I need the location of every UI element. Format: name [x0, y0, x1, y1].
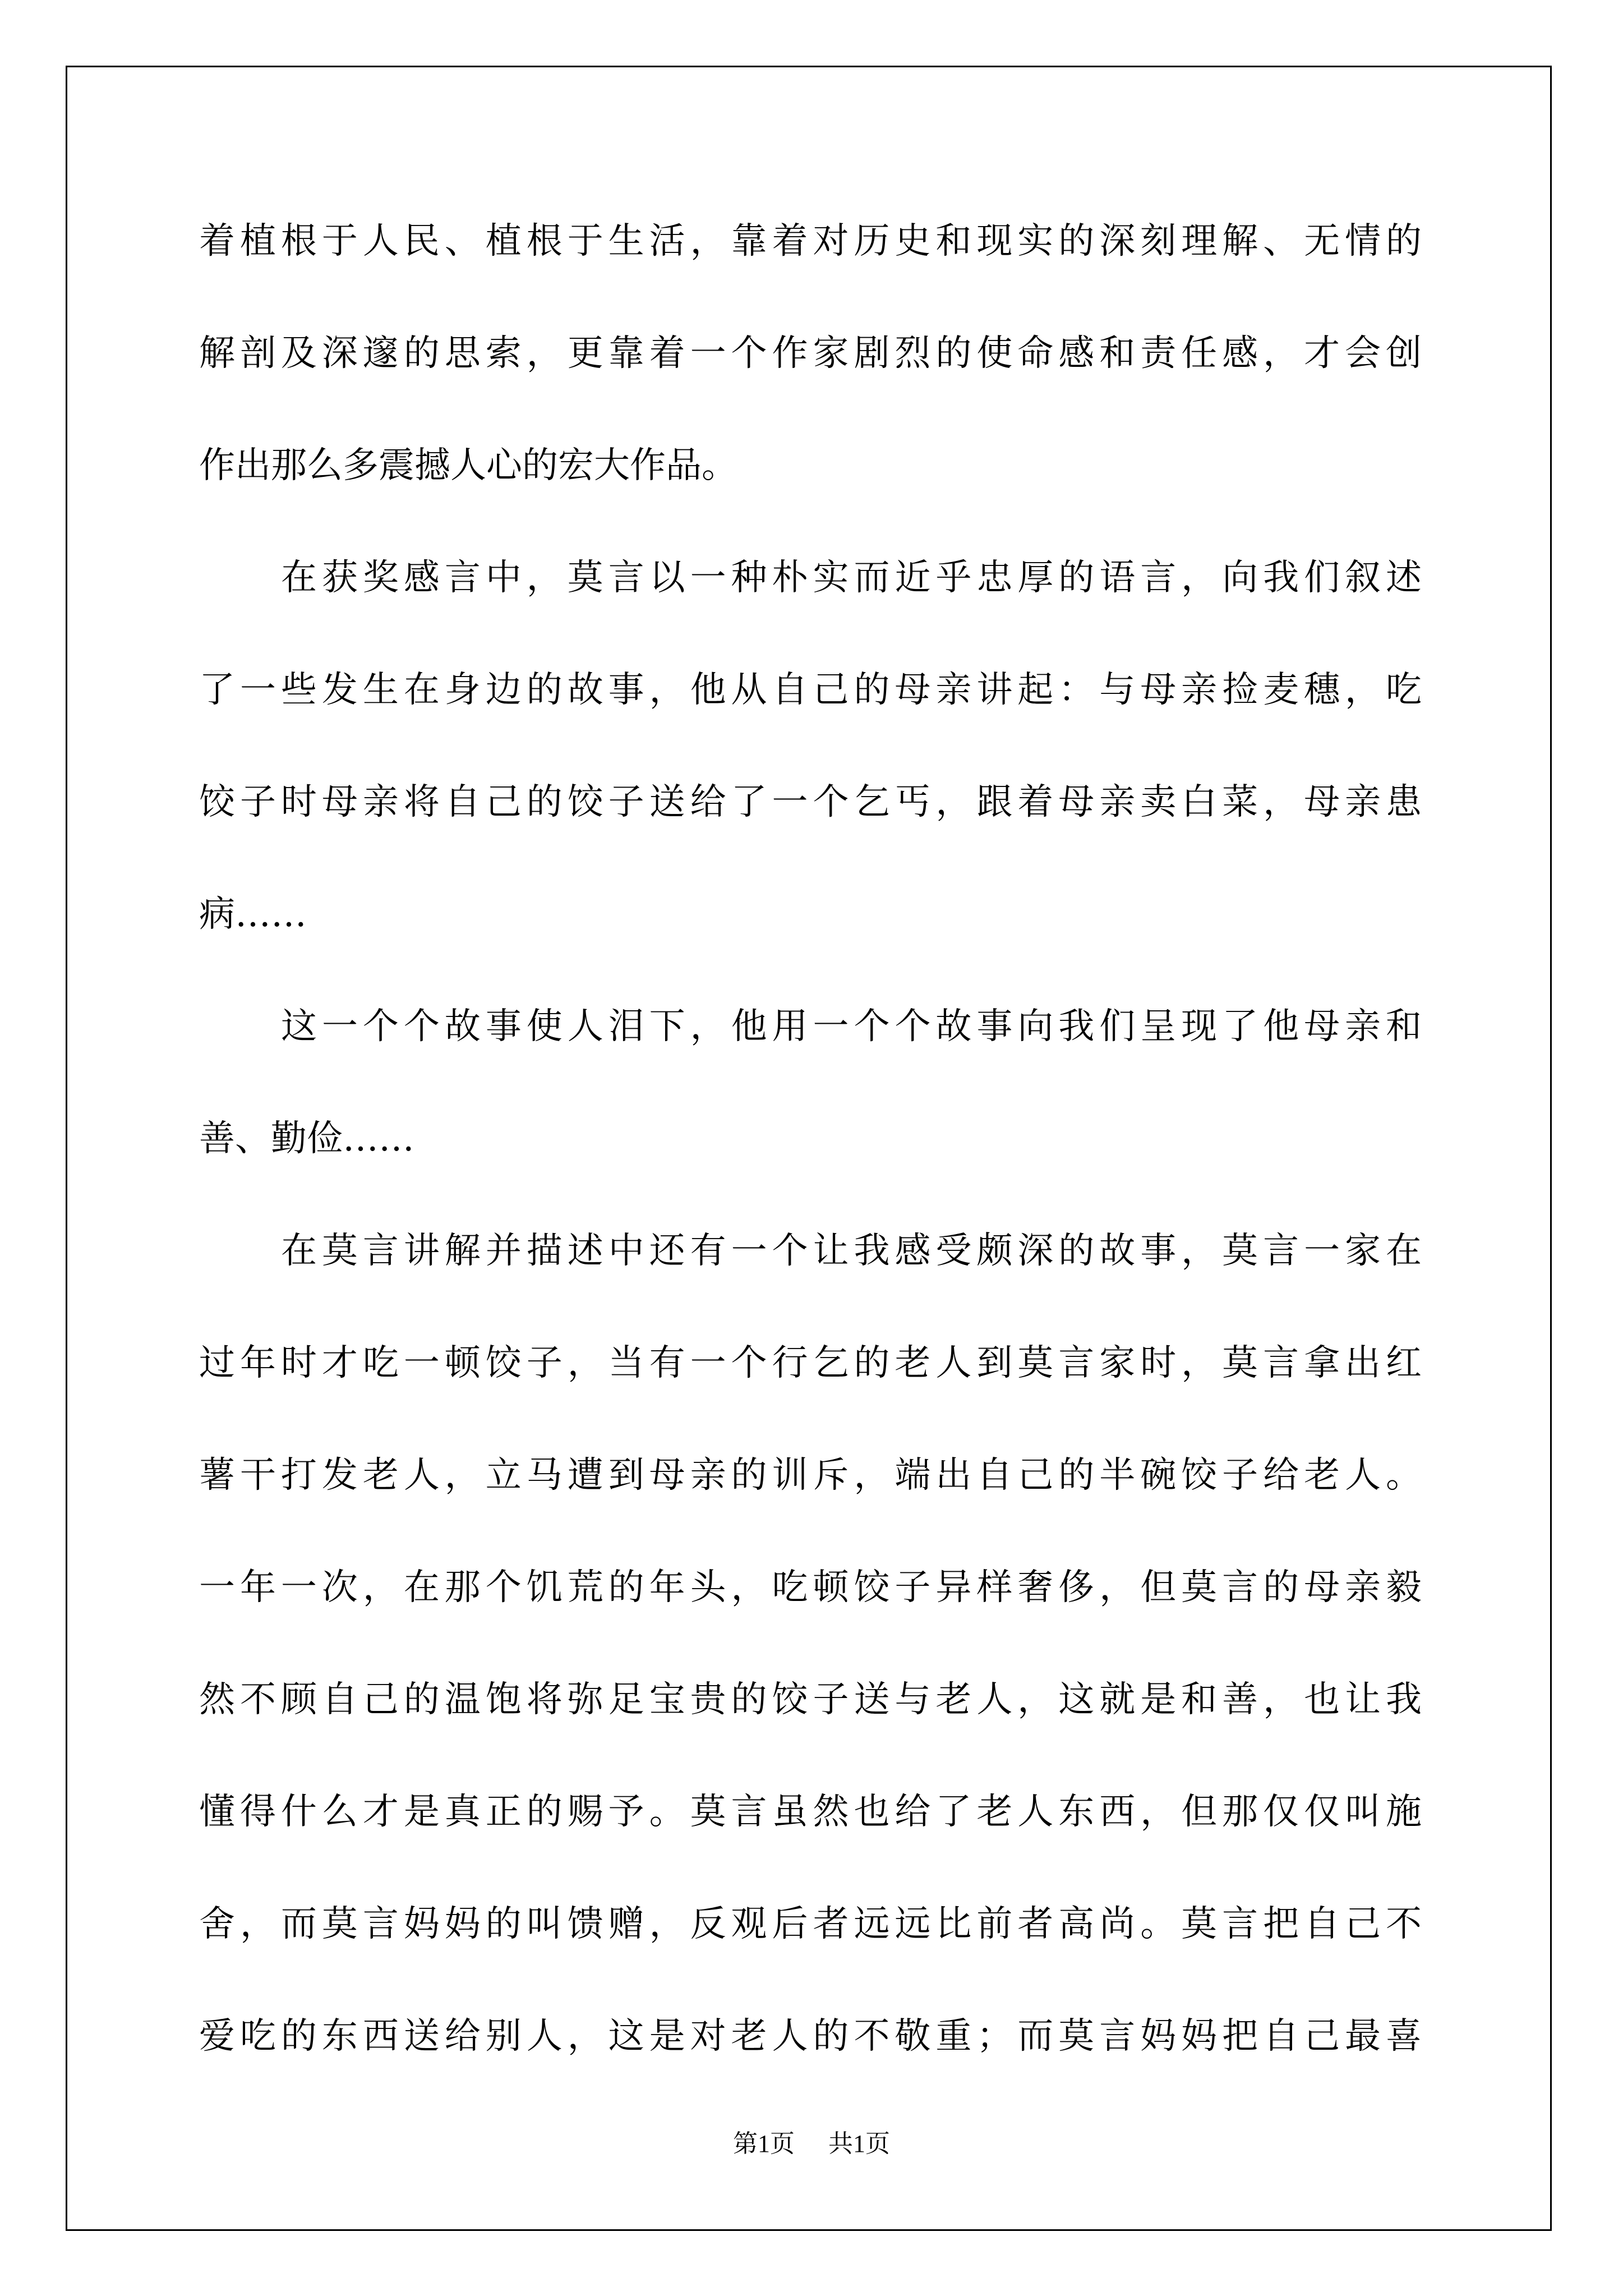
- document-body: [199, 208, 1422, 2115]
- text-line: 然不顾自己的温饱将弥足宝贵的饺子送与老人，这就是和善，也让我: [199, 1679, 1422, 1720]
- text-line: 病……: [199, 894, 307, 935]
- paragraph-first-line: 在莫言讲解并描述中还有一个让我感受颇深的故事，莫言一家在: [281, 1230, 1422, 1272]
- text-line: 了一些发生在身边的故事，他从自己的母亲讲起：与母亲捡麦穗，吃: [199, 669, 1422, 711]
- text-line: 薯干打发老人，立马遭到母亲的训斥，端出自己的半碗饺子给老人。: [199, 1455, 1422, 1496]
- text-line: 一年一次，在那个饥荒的年头，吃顿饺子异样奢侈，但莫言的母亲毅: [199, 1567, 1422, 1608]
- text-line: 着植根于人民、植根于生活，靠着对历史和现实的深刻理解、无情的: [199, 220, 1422, 262]
- text-line: 善、勤俭……: [199, 1118, 414, 1159]
- text-line: 懂得什么才是真正的赐予。莫言虽然也给了老人东西，但那仅仅叫施: [199, 1791, 1422, 1833]
- text-line: 过年时才吃一顿饺子，当有一个行乞的老人到莫言家时，莫言拿出红: [199, 1342, 1422, 1384]
- text-line: 爱吃的东西送给别人，这是对老人的不敬重；而莫言妈妈把自己最喜: [199, 2016, 1422, 2057]
- text-line: 解剖及深邃的思索，更靠着一个作家剧烈的使命感和责任感，才会创: [199, 333, 1422, 374]
- page-number: 第1页: [733, 2130, 795, 2157]
- text-line: 饺子时母亲将自己的饺子送给了一个乞丐，跟着母亲卖白菜，母亲患: [199, 781, 1422, 823]
- paragraph-first-line: 这一个个故事使人泪下，他用一个个故事向我们呈现了他母亲和: [281, 1006, 1422, 1047]
- text-line: 作出那么多震撼人心的宏大作品。: [199, 445, 737, 486]
- page-footer: [0, 2123, 1623, 2159]
- page-total: 共1页: [828, 2130, 890, 2157]
- text-line: 舍，而莫言妈妈的叫馈赠，反观后者远远比前者高尚。莫言把自己不: [199, 1903, 1422, 1945]
- paragraph-first-line: 在获奖感言中，莫言以一种朴实而近乎忠厚的语言，向我们叙述: [281, 557, 1422, 599]
